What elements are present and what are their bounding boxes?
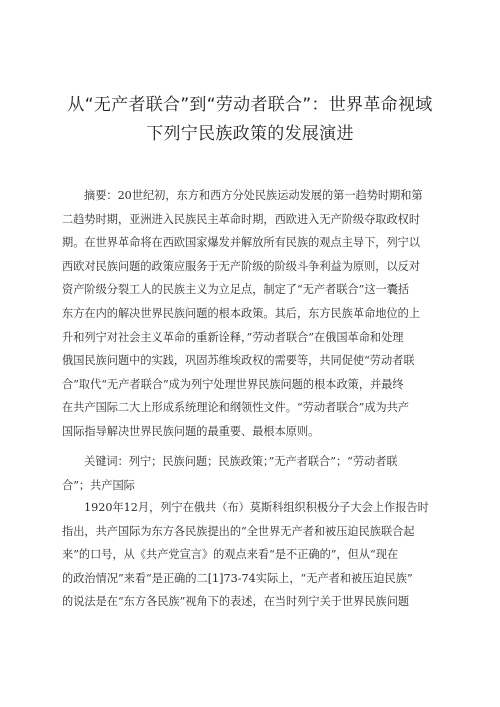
keywords-section [62,450,447,497]
paragraph-line: 的说法是在“东方各民族”视角下的表述，在当时列宁关于世界民族问题 [62,595,410,609]
paragraph-line: 来”的口号，从《共产党宣言》的观点来看“是不正确的”，但从“现在 [62,548,399,562]
abstract-line: 期。在世界革命将在西欧国家爆发并解放所有民族的观点主导下，列宁以 [62,236,421,250]
abstract-line: 国际指导解决世界民族问题的最重要、最根本原则。 [62,424,320,438]
paragraph-line: 1920年12月，列宁在俄共（布）莫斯科组织积极分子大会上作报告时 [84,501,429,514]
abstract-line: 升和列宁对社会主义革命的重新诠释，”劳动者联合”在俄国革命和处理 [62,330,404,344]
paragraph-line: 指出，共产国际为东方各民族提出的“全世界无产者和被压迫民族联合起 [62,524,415,538]
abstract-line: 西欧对民族问题的政策应服务于无产阶级的阶级斗争利益为原则，以反对 [62,259,421,273]
abstract-line: 东方在内的解决世界民族问题的根本政策。其后，东方民族革命地位的上 [62,306,421,320]
abstract-line: 摘要：20世纪初，东方和西方分处民族运动发展的第一趋势时期和第 [84,189,423,202]
abstract-section [62,184,447,444]
document-title-line-2: 下列宁民族政策的发展演进 [146,124,354,144]
abstract-line: 合”取代“无产者联合”成为列宁处理世界民族问题的根本政策，并最终 [62,377,404,391]
abstract-line: 二趋势时期，亚洲进入民族民主革命时期，西欧进入无产阶级夺取政权时 [62,212,421,226]
abstract-line: 资产阶级分裂工人的民族主义为立足点，制定了“无产者联合”这一囊括 [62,283,410,297]
keywords-line: 合”；共产国际 [62,478,135,492]
abstract-line: 俄国民族问题中的实践，巩固苏维埃政权的需要等，共同促使“劳动者联 [62,354,415,368]
keywords-line: 关键词：列宁；民族问题；民族政策；”无产者联合”；“劳动者联 [84,455,398,468]
body-paragraph [62,496,447,614]
document-title-line-1: 从“无产者联合”到“劳动者联合”：世界革命视域 [67,95,433,115]
abstract-line: 在共产国际二大上形成系统理论和纲领性文件。“劳动者联合”成为共产 [62,401,410,415]
paragraph-line: 的政治情况”来看“是正确的二[1]73-74实际上，“无产者和被压迫民族” [62,571,413,585]
